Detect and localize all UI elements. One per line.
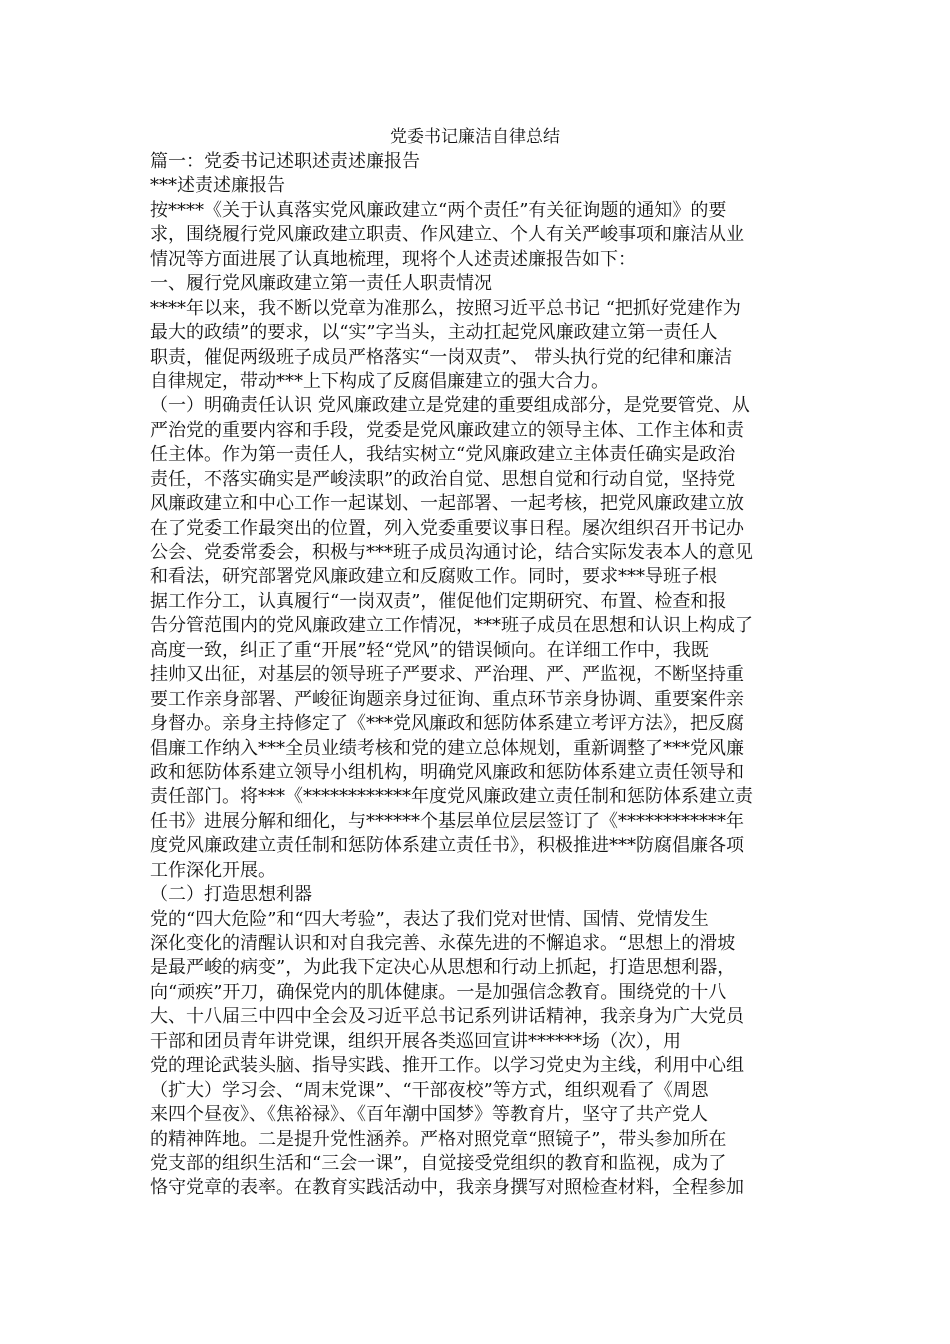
text-line: 风廉政建立和中心工作一起谋划、一起部署、一起考核，把党风廉政建立放 — [150, 493, 744, 515]
text-line: 自律规定，带动***上下构成了反腐倡廉建立的强大合力。 — [150, 370, 609, 392]
text-line: 一、履行党风廉政建立第一责任人职责情况 — [150, 273, 492, 295]
text-line: 告分管范围内的党风廉政建立工作情况，***班子成员在思想和认识上构成了 — [150, 615, 753, 637]
text-line: 在了党委工作最突出的位置，列入党委重要议事日程。屡次组织召开书记办 — [150, 517, 744, 539]
text-line: ****年以来，我不断以党章为准那么，按照习近平总书记 “把抓好党建作为 — [150, 297, 741, 319]
text-line: 党的“四大危险”和“四大考验”，表达了我们党对世情、国情、党情发生 — [150, 908, 709, 930]
text-line: 挂帅又出征，对基层的领导班子严要求、严治理、严、严监视，不断坚持重 — [150, 664, 744, 686]
text-line: 深化变化的清醒认识和对自我完善、永葆先进的不懈追求。“思想上的滑坡 — [150, 933, 736, 954]
text-line: 倡廉工作纳入***全员业绩考核和党的建立总体规划，重新调整了***党风廉 — [150, 737, 744, 759]
text-line: 恪守党章的表率。在教育实践活动中，我亲身撰写对照检查材料，全程参加 — [150, 1177, 744, 1199]
text-line: 工作深化开展。 — [150, 859, 276, 881]
text-line: 身督办。亲身主持修定了《***党风廉政和惩防体系建立考评方法》，把反腐 — [150, 713, 744, 735]
text-line: 高度一致，纠正了重“开展”轻“党风”的错误倾向。在详细工作中，我既 — [150, 639, 709, 661]
text-line: 要工作亲身部署、严峻征询题亲身过征询、重点环节亲身协调、重要案件亲 — [150, 688, 744, 710]
text-line: （二）打造思想利器 — [150, 884, 312, 906]
text-line: 求，围绕履行党风廉政建立职责、作风建立、个人有关严峻事项和廉洁从业 — [150, 224, 744, 246]
text-line: 度党风廉政建立责任制和惩防体系建立责任书》，积极推进***防腐倡廉各项 — [150, 835, 744, 857]
document-title: 党委书记廉洁自律总结 — [390, 127, 560, 147]
text-line: 和看法，研究部署党风廉政建立和反腐败工作。同时，要求***导班子根 — [150, 566, 717, 588]
text-line: 按****《关于认真落实党风廉政建立“两个责任”有关征询题的通知》的要 — [150, 199, 727, 221]
text-line: 是最严峻的病变”，为此我下定决心从思想和行动上抓起，打造思想利器， — [150, 957, 736, 979]
text-line: 任书》进展分解和细化，与******个基层单位层层签订了《************年 — [150, 810, 744, 832]
text-line: 责任，不落实确实是严峻渎职”的政治自觉、思想自觉和行动自觉，坚持党 — [150, 468, 736, 490]
text-line: 向“顽疾”开刀，确保党内的肌体健康。一是加强信念教育。围绕党的十八 — [150, 981, 727, 1003]
document-body — [150, 150, 810, 1201]
text-line: 党支部的组织生活和“三会一课”，自觉接受党组织的教育和监视，成为了 — [150, 1152, 727, 1174]
text-line: 大、十八届三中四中全会及习近平总书记系列讲话精神，我亲身为广大党员 — [150, 1006, 744, 1028]
text-line: 职责，催促两级班子成员严格落实“一岗双责”、 带头执行党的纪律和廉洁 — [150, 346, 733, 368]
text-line: 党的理论武装头脑、指导实践、推开工作。以学习党史为主线，利用中心组 — [150, 1055, 744, 1077]
text-line: （一）明确责任认识 党风廉政建立是党建的重要组成部分，是党要管党、从 — [150, 395, 750, 417]
text-line: （扩大）学习会、“周末党课”、“干部夜校”等方式，组织观看了《周恩 — [150, 1079, 709, 1101]
text-line: 据工作分工，认真履行“一岗双责”，催促他们定期研究、布置、检查和报 — [150, 590, 727, 612]
text-line: 篇一：党委书记述职述责述廉报告 — [150, 151, 420, 172]
text-line: 干部和团员青年讲党课，组织开展各类巡回宣讲******场（次），用 — [150, 1030, 681, 1052]
text-line: 政和惩防体系建立领导小组机构，明确党风廉政和惩防体系建立责任领导和 — [150, 761, 744, 783]
text-line: 任主体。作为第一责任人，我结实树立“党风廉政建立主体责任确实是政治 — [150, 444, 736, 466]
text-line: 责任部门。将***《************年度党风廉政建立责任制和惩防体系建立责 — [150, 786, 753, 808]
text-line: 情况等方面进展了认真地梳理，现将个人述责述廉报告如下： — [150, 248, 636, 270]
text-line: 来四个昼夜》、《焦裕禄》、《百年潮中国梦》等教育片，坚守了共产党人 — [150, 1104, 708, 1126]
text-line: 的精神阵地。二是提升党性涵养。严格对照党章“照镜子”，带头参加所在 — [150, 1128, 727, 1150]
text-line: 最大的政绩”的要求，以“实”字当头，主动扛起党风廉政建立第一责任人 — [150, 322, 718, 344]
text-line: 公会、党委常委会，积极与***班子成员沟通讨论，结合实际发表本人的意见 — [150, 542, 753, 563]
text-line: ***述责述廉报告 — [150, 175, 285, 197]
text-line: 严治党的重要内容和手段，党委是党风廉政建立的领导主体、工作主体和责 — [150, 419, 744, 441]
